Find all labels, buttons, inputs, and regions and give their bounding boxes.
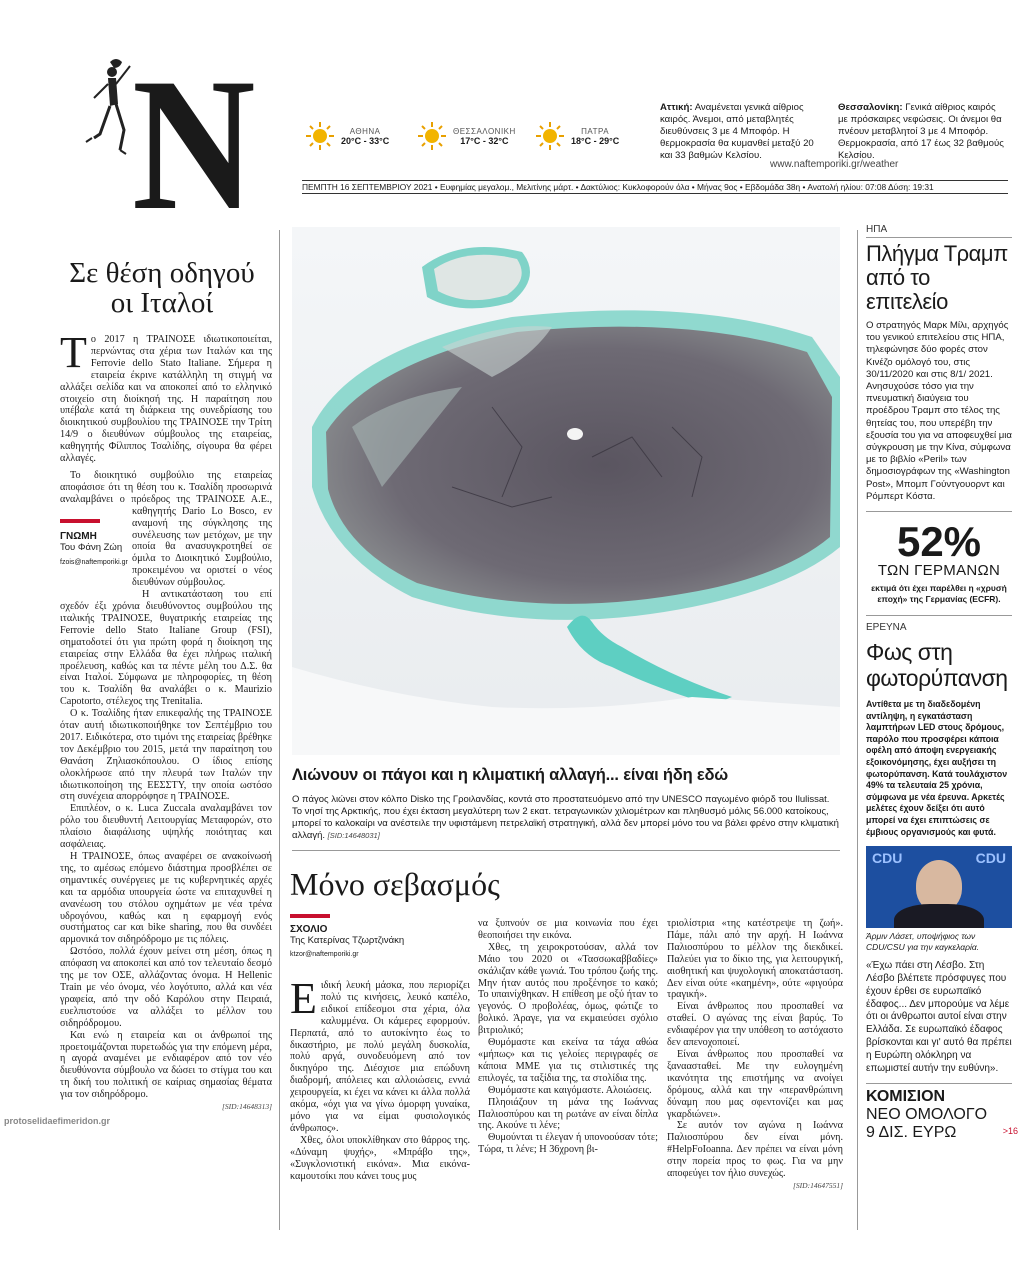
weather-thessaloniki-label: Θεσσαλονίκη:: [838, 102, 903, 113]
weather-attica-label: Αττική:: [660, 102, 693, 113]
weather-thessaloniki-text: [838, 102, 1006, 162]
opinion-author: Του Φάνη Ζώη: [60, 542, 123, 553]
commission-box[interactable]: [866, 1083, 1018, 1142]
dropcap: Τ: [60, 328, 87, 377]
comment-title: Μόνο σεβασμός: [290, 866, 500, 902]
usa-title: [866, 237, 1012, 314]
usa-text: Ο στρατηγός Μαρκ Μίλι, αρχηγός του γενικού επιτελείου στις ΗΠΑ, τηλεφώνησε δύο φορές στον Κινέζο ομόλογό του, στις 30/11/2020 και στις 8/1/ 2021. Ανησυχούσε τόσο για την πνευματική διαύγεια του προέδρου Τραμπ στο τέλος της θητείας του, που υπερέβη την εξουσία του για να αποφευχθεί μια σύγκρουση με την Κίνα, σύμφωνα με το βιβλίο «Peril» των δημοσιογράφων της «Washington Post», Μπομπ Γούντγουορντ και Ρόμπερτ Κόστα.: [866, 320, 1012, 502]
title-line: Σε θέση οδηγού: [69, 257, 255, 289]
dropcap: Ε: [290, 974, 317, 1023]
paragraph: Και ενώ η εταιρεία και οι άνθρωποί της προετοιμάζονται πυρετωδώς για την επόμενη μέρα, η αγορά αναμένει με ενδιαφέρον από τον νέο διευθύνοντα σύμβουλο να δώσει το στίγμα του και τη δική του πολιτική σε καίριας σημασίας θέματα για τον σιδηρόδρομο.: [60, 1029, 272, 1101]
paragraph: Πληοιάζουν τη μάνα της Ιωάννας Παλιοσπύρου και τη ρωτάνε αν είναι δίπλα της. Ακούνε τι λένε;: [478, 1096, 658, 1132]
commission-line: 9 ΔΙΣ. ΕΥΡΩ: [866, 1124, 957, 1142]
stat-label: ΤΩΝ ΓΕΡΜΑΝΩΝ: [877, 562, 1001, 580]
stat-value: 52%: [896, 518, 982, 566]
comment-byline: [290, 914, 470, 958]
ice-photo-image: [292, 227, 840, 755]
hermes-logo-icon: [80, 54, 140, 164]
paragraph: Η αντικατάσταση του επί σχεδόν έξι χρόνια διευθύνοντος συμβούλου της ιταλικής ΤΡΑΙΝΟΣΕ, θυγατρικής εταιρείας της Ferrovie dello Stato Italiane Group (FSI), σηματοδοτεί ότι για πρώτη φορά η διοίκηση της εταιρείας στην Ελλάδα θα έχει πλήρως ιταλική προέλευση, καθώς και τα πέντε μέλη του Δ.Σ. θα είναι Ιταλοί. Σύμφωνα με πληροφορίες, τη θέση του κ. Τσαλίδη θα αναλάβει ο κ. Maurizio Capotorto, στέλεχος της Trenitalia.: [60, 589, 272, 708]
comment-redbar: [290, 914, 330, 918]
research-label: ΕΡΕΥΝΑ: [866, 615, 1012, 633]
research-text: Αντίθετα με τη διαδεδομένη αντίληψη, η εγκατάσταση λαμπτήρων LED στους δρόμους, παρόλο που προσφέρει κάποια οφέλη από άποψη ενεργειακής εξοικονόμησης, έχει αυξήσει τη φωτορύπανση. Κατά τουλάχιστον 49% τα τελευταία 25 χρόνια, σύμφωνα με νέα έρευνα. Αρκετές μελέτες έχουν δείξει ότι αυτό μπορεί να έχει επιπτώσεις σε έμβιους οργανισμούς και φυτά.: [866, 699, 1008, 837]
paragraph: Ο κ. Τσαλίδης ήταν επικεφαλής της ΤΡΑΙΝΟΣΕ όταν αυτή ιδιωτικοποιήθηκε τον Σεπτέμβριο του 2017. Ειδικότερα, στο τιμόνι της εταιρείας βρέθηκε τον Δεκέμβριο του 2015, μετά την παραίτηση του Θανάση Ζηλιασκόπουλου. Ο ίδιος επίσης ολοκλήρωσε από την πλευρά των Ιταλών την ιδιωτικοποίηση της ΕΕΣΣΤΥ, την οποία ωστόσο στη συνέχεια απορρόφησε η ΤΡΑΙΝΟΣΕ.: [60, 708, 272, 803]
laschet-photo: [866, 846, 1012, 928]
dateline: ΠΕΜΠΤΗ 16 ΣΕΠΤΕΜΒΡΙΟΥ 2021 • Ευφημίας μεγαλομ., Μελιτίνης μάρτ. • Δακτύλιος: Κυκλοφορούν όλα • Μήνας 9ος • Εβδομάδα 38η • Ανατολή ηλίου: 07:08 Δύση: 19:31: [302, 180, 1008, 194]
photo-caption: [866, 931, 1012, 952]
divider: [292, 850, 840, 851]
opinion-email: fzois@naftemporiki.gr: [60, 559, 128, 566]
comment-label: ΣΧΟΛΙΟ: [290, 924, 328, 935]
left-article-intro: [60, 328, 272, 465]
photo-caption-name: Άρμιν Λάσετ,: [866, 931, 915, 942]
paragraph: Χθες, τη χειροκροτούσαν, αλλά τον Μάιο του 2020 οι «Τασσωκαββαδίες» σκάλιζαν κάθε γωνιά. Του τρόπου ζωής της. Μην ήταν αυτός που προξένησε το κακό; Το υπαινίχθηκαν. Η επίθεση με οξύ ήταν το γεγονός. Ο προβολέας, όμως, φώτιζε το βολικό. Άραγε, για να εκμαιεύσει σχόλιο βιτριολικό;: [478, 941, 658, 1037]
column-divider: [279, 230, 280, 1230]
sun-icon: [305, 121, 335, 151]
weather-thessaloniki: [417, 118, 535, 154]
photo-caption-text: Ο πάγος λιώνει στον κόλπο Disko της Γροιλανδίας, κοντά στο προστατευόμενο από την UNESCO παγωμένο φιόρδ του Ilulissat. Το νησί της Αρκτικής, που έχει έκταση μεγαλύτερη των 2 εκατ. τετραγωνικών χιλιομέτρων και πληθυσμό μόλις 56.000 κατοίκους, μπορεί το καλοκαίρι να ανέστειλε την υφιστάμενη πετρελαϊκή στρατηγική, αλλά δεν μπορεί μόνο του να βάλει φρένο στην κλιματική αλλαγή.: [292, 794, 839, 841]
paragraph: Χθες, όλοι υποκλίθηκαν στο θάρρος της. «Δύναμη ψυχής», «Μπράβο της», «Συγκλονιστική εικόνα». Μια εικόνα-καμουτσίκι που κάνει τους μυς: [290, 1134, 470, 1182]
comment-email: ktzor@naftemporiki.gr: [290, 951, 359, 958]
left-article-title: [52, 258, 272, 318]
sidebar: [866, 224, 1018, 1142]
portrait-suit: [894, 904, 984, 928]
paragraph: ο 2017 η ΤΡΑΙΝΟΣΕ ιδιωτικοποιείται, περνώντας στα χέρια των Ιταλών και της Ferrovie dello Stato Italiane. Σήμερα η εταιρεία έκρινε κατάλληλη τη στιγμή να αλλάξει σελίδα και να αποκοπεί από το ελληνικό στοιχείο στη διοίκησή της. Η παραίτηση που υπέβαλε κατά τη διάρκεια της συνεδρίασης του διοικητικού συμβουλίου της ΤΡΑΙΝΟΣΕ την Τρίτη 14/9 ο διευθύνων σύμβουλος της εταιρείας, καθηγητής Φίλιππος Τσαλίδης, σίγουρα θα φέρει αλλαγές.: [60, 334, 272, 465]
quote: «Έχω πάει στη Λέσβο. Στη Λέσβο βλέπετε πρόσφυγες που έχουν έρθει σε ευρωπαϊκό έδαφος... Δεν μπορούμε να λέμε ότι οι άνθρωποι αυτοί είναι στην Ελλάδα. Σε ευρωπαϊκό έδαφος βρίσκονται και γι' αυτό θα πρέπει η Ευρώπη ολόκληρη να επωμιστεί αυτήν την ευθύνη».: [866, 960, 1012, 1074]
research-title: [866, 639, 1012, 691]
paragraph: Επιπλέον, ο κ. Luca Zuccala αναλαμβάνει τον ρόλο του διευθυντή Λειτουργίας Μεταφορών, στο πλαίσιο διαφάλισης υψηλής ποιότητας και ασφάλειας.: [60, 803, 272, 851]
sid-code: [SID:14647551]: [793, 1180, 843, 1190]
sid-code: [SID:14648313]: [222, 1102, 272, 1112]
photo-caption-title: Λιώνουν οι πάγοι και η κλιματική αλλαγή... είναι ήδη εδώ: [292, 766, 729, 784]
comment-col-1: [290, 974, 470, 1182]
sid-code: [SID:14648031]: [327, 831, 380, 840]
paragraph: Είναι άνθρωπος που προσπαθεί να σταθεί. Ο αγώνας της είναι βαρύς. Το ενδιαφέρον για την υπόθεση το αστόχαστο δεν απενοχοποιεί.: [667, 1001, 843, 1049]
title-line: Πλήγμα Τραμπ: [866, 241, 1008, 266]
sun-icon: [417, 121, 447, 151]
paragraph: να ξυπνούν σε μια κοινωνία που έχει θεοποιήσει την εικόνα.: [478, 918, 658, 941]
paragraph: Θυμούνται τι έλεγαν ή υπονοούσαν τότε; Τώρα, τι λένε; Η 36χρονη βι-: [478, 1132, 658, 1156]
weather-athens: [305, 118, 417, 154]
city-name: ΑΘΗΝΑ: [349, 126, 381, 136]
sun-icon: [535, 121, 565, 151]
city-name: ΠΑΤΡΑ: [581, 126, 610, 136]
opinion-label: ΓΝΩΜΗ: [60, 531, 97, 542]
cdu-text: CDU: [975, 850, 1006, 867]
paragraph: Σε αυτόν τον αγώνα η Ιωάννα Παλιοσπύρου δεν είναι μόνη. #HelpFoIoanna. Δεν πρέπει να είναι μόνη στην πορεία προς το φως. Για να μην αποφεύγει τον ήλιο συνεχώς.: [667, 1120, 843, 1180]
weather-link[interactable]: www.naftemporiki.gr/weather: [770, 159, 899, 170]
weather-attica: [660, 102, 828, 162]
cdu-text: CDU: [872, 850, 903, 867]
left-article-body: [60, 470, 272, 1113]
stat-text: εκτιμά ότι έχει παρέλθει η «χρυσή εποχή» της Γερμανίας (ECFR).: [871, 583, 1007, 605]
city-temp: 20°C - 33°C: [341, 135, 390, 146]
city-temp: 17°C - 32°C: [460, 135, 509, 146]
ice-photo: [292, 227, 840, 755]
title-line: φωτορύπανση: [866, 665, 1008, 692]
photo-caption: [292, 794, 840, 842]
title-line: Φως στη: [866, 639, 953, 666]
commission-line: ΝΕΟ ΟΜΟΛΟΓΟ: [866, 1106, 988, 1124]
commission-line: ΚΟΜΙΣΙΟΝ: [866, 1088, 946, 1106]
weather-patra: [535, 118, 635, 154]
paragraph: Η ΤΡΑΙΝΟΣΕ, όπως αναφέρει σε ανακοίνωσή της, το αμέσως επόμενο διάστημα προσβλέπει σε σημαντικές συνέργειες με τις κυβερνητικές αρχές και τα αρμόδια υπουργεία ώστε να επιταχυνθεί η ανανέωση του στόλου οχημάτων με νέα τρένα υδρογόνου, καθώς και η εφαρμογή ενός συστήματος car και bike sharing, που θα συνδέει αρμονικά τον σιδηρόδρομο με τις πόλεις.: [60, 851, 272, 946]
column-divider: [857, 230, 858, 1230]
paragraph: Θυμόμαστε και καιγόμαστε. Αλοιώσεις.: [488, 1084, 652, 1096]
comment-col-2: [478, 918, 658, 1156]
page-ref[interactable]: >16: [1002, 1126, 1018, 1137]
paragraph: Θυμόμαστε και εκείνα τα τάχα αθώα «μήπως» και τις γελοίες περιγραφές σε κάποια ΜΜΕ για τις στιλιστικές της επιλογές, τα ταξίδια της, τα στολίδια της.: [478, 1037, 658, 1084]
masthead-letter: N: [132, 40, 256, 250]
watermark: protoselidaefimeridon.gr: [4, 1116, 111, 1126]
stat-box: [866, 511, 1012, 605]
comment-author: Της Κατερίνας Τζωρτζινάκη: [290, 935, 405, 946]
paragraph: Είναι άνθρωπος που προσπαθεί να ξαναασταθεί. Με την ευλογημένη ικανότητα της επιστήμης να ανοίγει δρόμους, αλλά και την «περανθρώπινη δύναμη που μας σφεντονίζει και μας γκαρδιώνει».: [667, 1048, 843, 1120]
city-temp: 18°C - 29°C: [571, 135, 620, 146]
weather-attica-text: Αναμένεται γενικά αίθριος καιρός. Άνεμοι, από μεταβλητές διευθύνσεις 3 με 4 Μποφόρ. Η θερμοκρασία θα κυμανθεί μεταξύ 20 και 33 βαθμών Κελσίου.: [660, 102, 814, 161]
paragraph: Το διοικητικό συμβούλιο της εταιρείας αποφάσισε ότι τη θέση του κ. Τσαλίδη προσωρινά αναλαμβάνει ο πρόεδρος της ΤΡΑΙΝΟΣΕ Α.Ε., καθηγητής Dario Lo Bosco, εν αναμονή της σύγκλησης της συνέλευσης των μετόχων, με την οποία θα ανασυγκροτηθεί σε όμιλα το Διοικητικό Συμβούλιο, προκειμένου να οριστεί ο νέος διευθύνων σύμβουλος.: [60, 470, 272, 589]
paragraph: τριολίστρια «της κατέστρεψε τη ζωή». Πάμε, πάλι από την αρχή. Η Ιωάννα Παλιοσπύρου το μέλλον της διεκδικεί. Παλεύει για το δίκιο της, για λειτουργική, αισθητική και ψυχολογική αποκατάσταση. Δεν είναι ούτε «καημένη», ούτε «φιγούρα τραγική».: [667, 918, 843, 1001]
weather-strip: [305, 118, 635, 154]
usa-label: ΗΠΑ: [866, 224, 888, 235]
title-line: οι Ιταλοί: [110, 287, 214, 319]
photo-caption-role: υποψήφιος των CDU/CSU για την καγκελαρία.: [866, 931, 980, 952]
city-name: ΘΕΣΣΑΛΟΝΙΚΗ: [453, 126, 516, 136]
weather-thessaloniki-desc: Γενικά αίθριος καιρός με πρόσκαιρες νεφώσεις. Οι άνεμοι θα πνέουν μεταβλητοί 3 με 4 Μποφόρ. Θερμοκρασία, από 17 έως 32 βαθμούς Κελσίου.: [838, 102, 1004, 161]
paragraph: ιδική λευκή μάσκα, που περιορίζει πολύ τις κινήσεις, λευκό καπέλο, ειδικοί επίδεσμοι στα χέρια, όλα καλυμμένα. Οι κάμερες εφορμούν. Περπατά, από το αυτοκίνητο έως το δικαστήριο, με πολύ μεγάλη δυσκολία, πολύ αργά, συνοδευόμενη από τον δικηγόρο της. Διέσχισε μια επώδυνη διαδρομή, απόλειες και αλλοιώσεις, εννιά χειρουργεία, κι έχει να κάνει κι άλλα πολλά ακόμα, «όχι για να γίνω όμορφη γυναίκα, μόνο για να είμαι φυσιολογικός άνθρωπος».: [290, 980, 470, 1134]
title-line: από το επιτελείο: [866, 265, 948, 314]
paragraph: Ωστόσο, πολλά έχουν μείνει στη μέση, όπως η απόφαση να αποκοπεί και από τον τελευταίο δεσμό της με τον ΟΣΕ, αλλάζοντας όνομα. Η Hellenic Train με νέο όνομα, νέο λογότυπο, αλλά και νέα γραφεία, από την οδό Καρόλου στην Πειραιά, ευελπιστούσε να αλλάξει το μέλλον του σιδηρόδρομου.: [60, 946, 272, 1029]
comment-col-3: [667, 918, 843, 1192]
